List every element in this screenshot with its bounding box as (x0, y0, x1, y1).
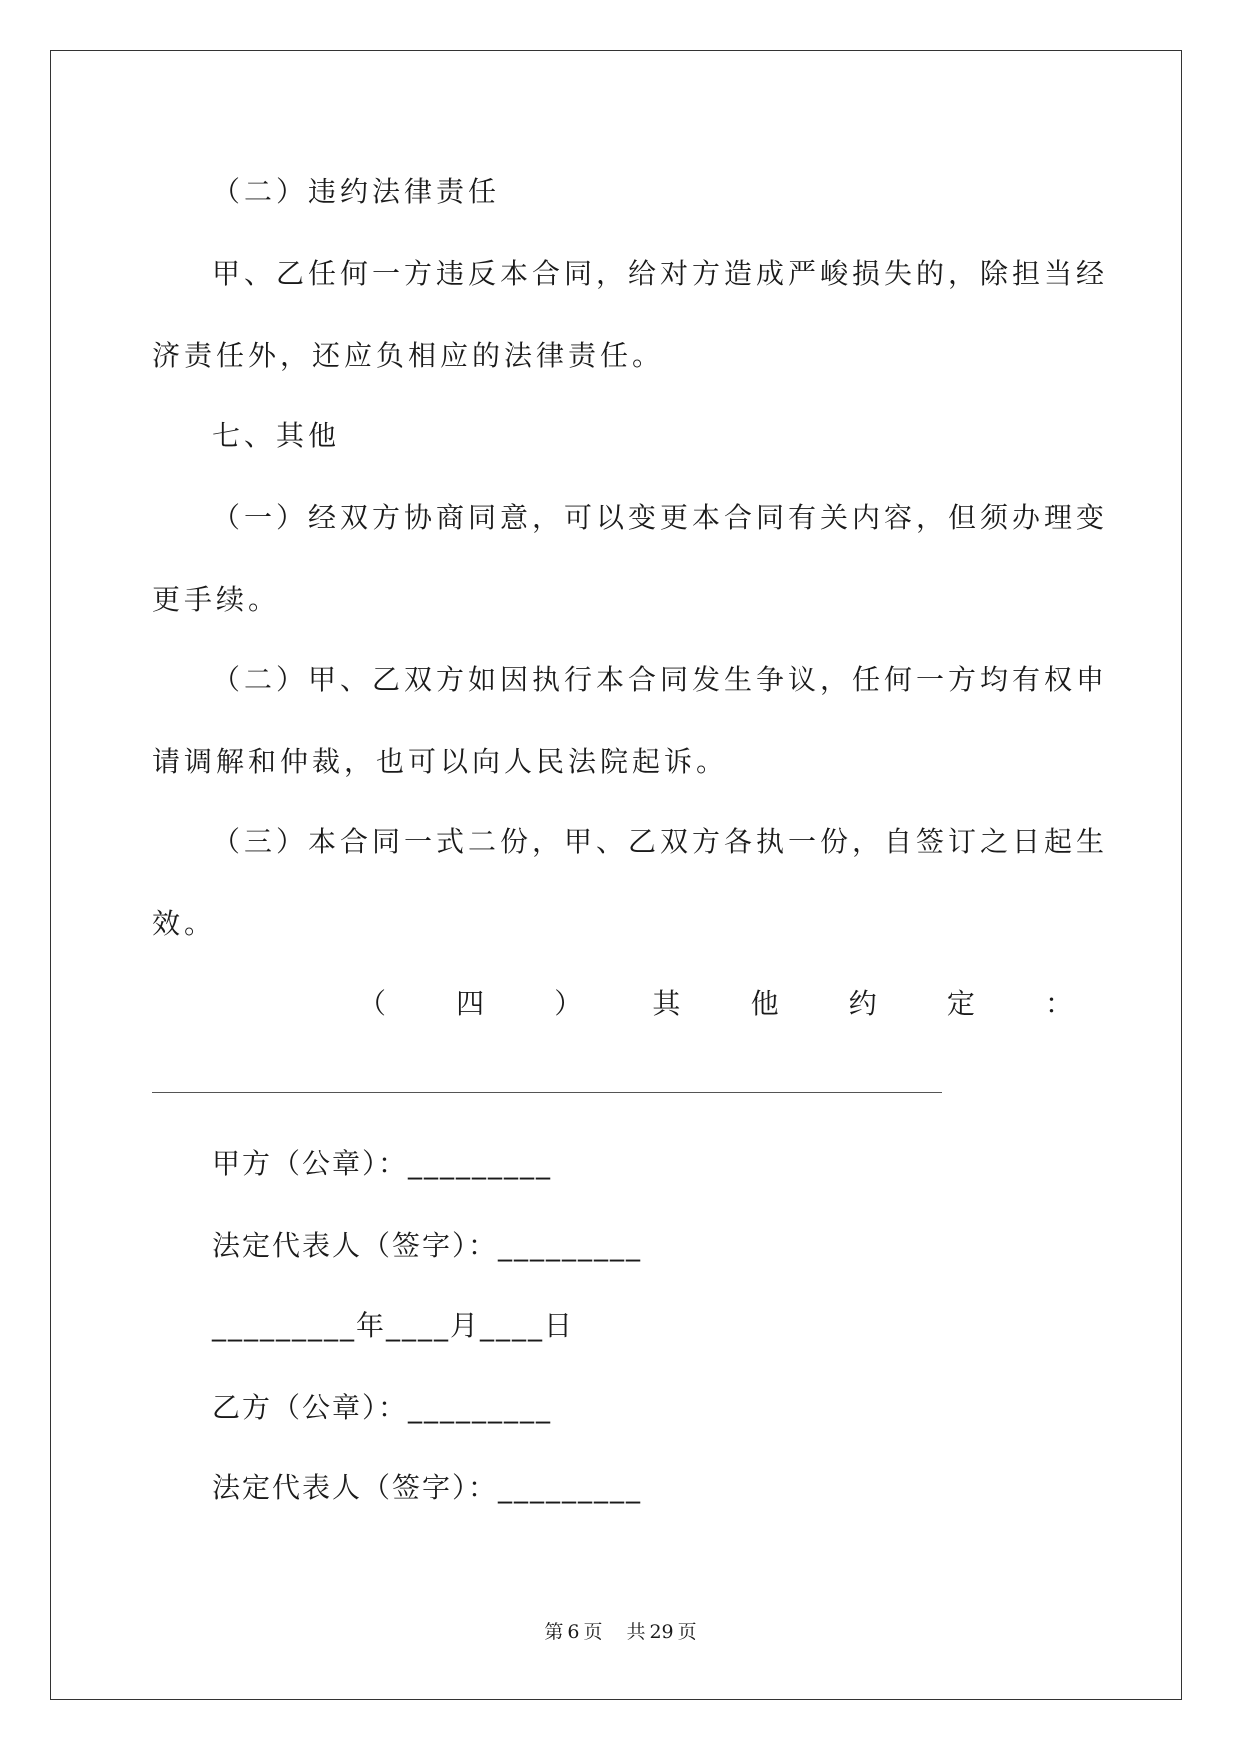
heading-char: 他 (750, 987, 779, 1020)
total-pages: 29 (649, 1621, 674, 1643)
heading-char: 约 (848, 987, 877, 1020)
page-prefix: 第 (544, 1621, 564, 1643)
heading-char: 定 (946, 987, 975, 1020)
total-suffix: 页 (677, 1621, 697, 1643)
party-b-representative-field: 法定代表人（签字）：_________ (212, 1471, 643, 1504)
paragraph-line: 济责任外，还应负相应的法律责任。 (152, 339, 665, 372)
paragraph-line: 效。 (152, 907, 217, 940)
other-agreements-blank-line (152, 1092, 942, 1093)
paragraph-line: 甲、乙任何一方违反本合同，给对方造成严峻损失的，除担当经 (212, 257, 1109, 290)
paragraph-line: （三）本合同一式二份，甲、乙双方各执一份，自签订之日起生 (212, 825, 1109, 858)
heading-char: ： (1044, 987, 1073, 1020)
page-suffix: 页 (583, 1621, 603, 1643)
party-b-seal-field: 乙方（公章）：_________ (212, 1391, 553, 1424)
party-a-seal-field: 甲方（公章）：_________ (212, 1147, 553, 1180)
heading-char: （ (358, 987, 387, 1020)
other-agreements-heading (358, 984, 1073, 1024)
paragraph-line: （一）经双方协商同意，可以变更本合同有关内容，但须办理变 (212, 501, 1109, 534)
signing-date-field: _________年____月____日 (212, 1309, 575, 1342)
paragraph-line: 请调解和仲裁，也可以向人民法院起诉。 (152, 745, 729, 778)
paragraph-line: 更手续。 (152, 583, 281, 616)
heading-char: 其 (652, 987, 681, 1020)
page-footer (0, 1619, 1241, 1645)
total-prefix: 共 (626, 1621, 646, 1643)
paragraph-line: （二）甲、乙双方如因执行本合同发生争议，任何一方均有权申 (212, 663, 1109, 696)
section-heading-breach: （二）违约法律责任 (212, 175, 501, 208)
page-border (50, 50, 1182, 1700)
page-number: 6 (567, 1621, 580, 1643)
party-a-representative-field: 法定代表人（签字）：_________ (212, 1229, 643, 1262)
heading-char: 四 (456, 987, 485, 1020)
heading-char: ） (554, 987, 583, 1020)
section-heading-other: 七、其他 (212, 419, 341, 452)
